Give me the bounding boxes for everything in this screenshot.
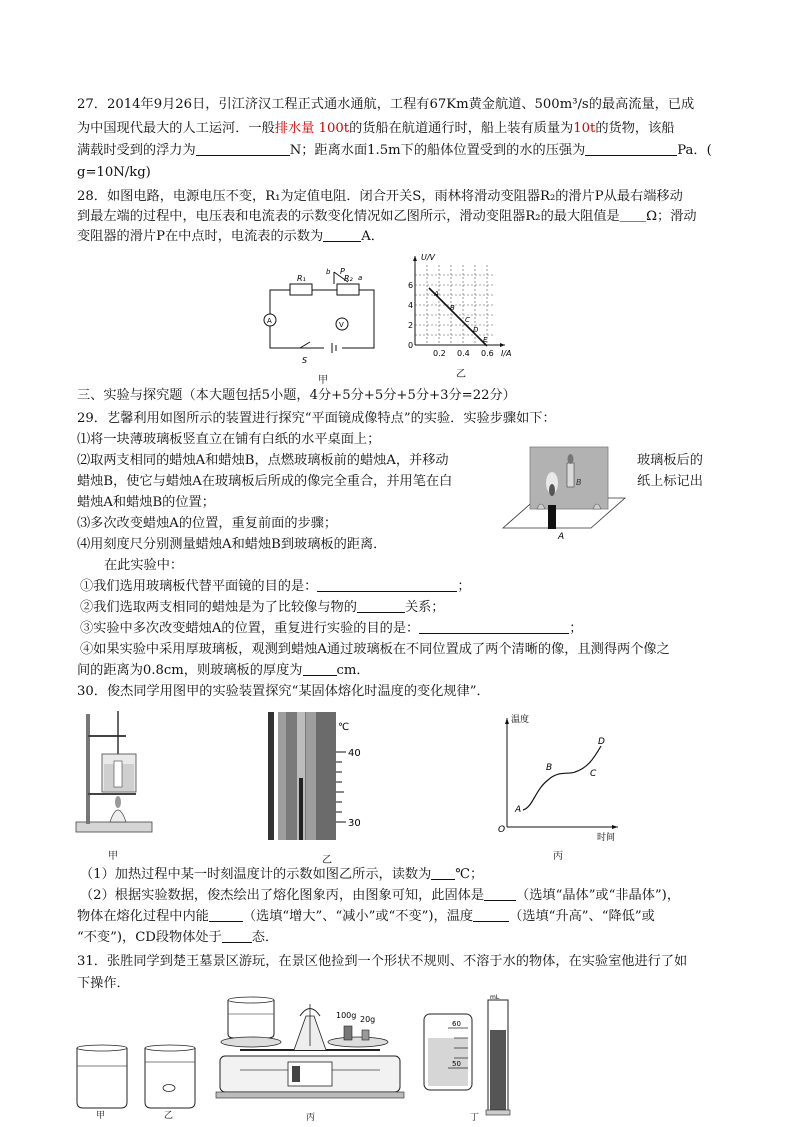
svg-text:A: A [267, 317, 272, 325]
q30-part3: 物体在熔化过程中内能 （选填“增大”、“减小”或“不变”)，温度 （选填“升高”、“降低”或 [77, 909, 655, 924]
q29-step2-right: 玻璃板后的 [637, 453, 703, 468]
svg-text:C: C [465, 316, 470, 324]
svg-text:R₂: R₂ [344, 274, 353, 283]
svg-text:B: B [450, 304, 455, 312]
q27-line3: 满载时受到的浮力为 N；距离水面1.5m下的船体位置受到的水的压强为 Pa．( [77, 143, 712, 158]
q27-line4: g=10N/kg) [77, 165, 151, 180]
svg-text:20g: 20g [360, 1015, 376, 1024]
svg-text:C: C [590, 769, 597, 779]
svg-text:B: B [546, 763, 553, 773]
svg-text:R₁: R₁ [297, 274, 306, 283]
q30-line1: 30．俊杰同学用图甲的实验装置探究“某固体熔化时温度的变化规律”． [77, 684, 490, 699]
svg-text:温度: 温度 [511, 715, 530, 725]
q31-line1: 31．张胜同学到楚王墓景区游玩，在景区他捡到一个形状不规则、不溶于水的物体，在实验室他进行了如 [77, 954, 688, 969]
circuit-diagram [262, 268, 382, 368]
answer-blank-pressure[interactable] [585, 142, 677, 156]
answer-blank-internal-energy[interactable] [209, 908, 243, 922]
answer-blank-thickness[interactable] [303, 662, 337, 676]
q29-step1: ⑴将一块薄玻璃板竖直立在铺有白纸的水平桌面上； [77, 432, 381, 447]
q28-line2: 到最左端的过程中，电压表和电流表的示数变化情况如乙图所示，滑动变阻器R₂的最大阻值是＿＿Ω；滑动 [77, 209, 697, 224]
q30-part4: “不变”)，CD段物体处于 态． [77, 930, 279, 945]
q29-sub1: ①我们选用玻璃板代替平面镜的目的是： ； [80, 579, 471, 594]
q27-line2: 为中国现代最大的人工运河．一般排水量 100t的货船在航道通行时，船上装有质量为10t的货物，该船 [77, 121, 675, 136]
answer-blank-repeat-purpose[interactable] [419, 620, 569, 634]
svg-text:100g: 100g [336, 1011, 357, 1020]
svg-text:S: S [302, 356, 308, 365]
svg-text:2: 2 [408, 321, 414, 330]
svg-text:b: b [326, 268, 331, 276]
ui-graph [405, 250, 535, 375]
q29-step2c: 蜡烛A和蜡烛B的位置； [77, 495, 215, 510]
q29-sub2: ②我们选取两支相同的蜡烛是为了比较像与物的 关系； [80, 600, 445, 615]
svg-text:时间: 时间 [597, 833, 616, 842]
q29-step3: ⑶多次改变蜡烛A的位置，重复前面的步骤； [77, 516, 338, 531]
q29-sub3: ③实验中多次改变蜡烛A的位置，重复进行实验的目的是： ； [80, 621, 583, 636]
svg-text:0: 0 [408, 341, 414, 350]
caption-circuit: 甲 [318, 375, 328, 386]
heating-stand-figure [74, 706, 154, 841]
plane-mirror-figure [497, 443, 629, 543]
svg-text:0.6: 0.6 [481, 349, 494, 358]
svg-text:B: B [576, 478, 582, 487]
q28-line3: 变阻器的滑片P在中点时，电流表的示数为 A． [77, 229, 384, 244]
q29-step2a: ⑵取两支相同的蜡烛A和蜡烛B，点燃玻璃板前的蜡烛A，并移动 [77, 453, 449, 468]
caption-curve: 丙 [553, 851, 563, 862]
caption-graph: 乙 [456, 369, 466, 380]
thermometer-figure [268, 712, 388, 840]
beakers-figure [73, 1040, 203, 1112]
q30-part2: （2）根据实验数据，俊杰绘出了熔化图象丙，由图象可知，此固体是 （选填“晶体”或“非晶体”)， [80, 888, 681, 903]
q30-part1: （1）加热过程中某一时刻温度计的示数如图乙所示，读数为 ℃； [80, 867, 484, 882]
svg-text:I/A: I/A [501, 349, 512, 358]
svg-text:A: A [515, 805, 522, 815]
svg-text:50: 50 [452, 1060, 461, 1068]
svg-text:V: V [339, 321, 344, 329]
melting-curve-figure [493, 712, 623, 842]
caption-beaker-1: 甲 [96, 1111, 106, 1121]
answer-blank-temperature[interactable] [473, 908, 509, 922]
svg-text:0.4: 0.4 [457, 349, 470, 358]
svg-text:4: 4 [408, 301, 414, 310]
q29-in-experiment: 在此实验中： [104, 558, 184, 573]
answer-blank-reading[interactable] [431, 866, 455, 880]
answer-blank-state[interactable] [222, 929, 252, 943]
q29-step2b: 蜡烛B，使它与蜡烛A在玻璃板后所成的像完全重合，并用笔在白 [77, 474, 453, 489]
answer-blank-relation[interactable] [357, 599, 405, 613]
q29-line1: 29．艺馨利用如图所示的装置进行探究“平面镜成像特点”的实验．实验步骤如下： [77, 411, 556, 426]
caption-stand: 甲 [108, 851, 118, 862]
answer-blank-current[interactable] [323, 228, 361, 242]
balance-figure [210, 996, 410, 1118]
svg-text:U/V: U/V [421, 253, 436, 262]
svg-text:A: A [434, 290, 439, 298]
svg-text:E: E [483, 336, 488, 344]
q29-sub4a: ④如果实验中采用厚玻璃板，观测到蜡烛A通过玻璃板在不同位置成了两个清晰的像，且测得两个像之 [80, 642, 670, 657]
svg-text:40: 40 [348, 748, 361, 759]
answer-blank-solid-type[interactable] [484, 887, 516, 901]
q27-line1: 27．2014年9月26日，引江济汉工程正式通水通航，工程有67Km黄金航道、500m³/s的最高流量，已成 [77, 97, 695, 112]
caption-balance: 丙 [306, 1113, 316, 1123]
svg-text:P: P [340, 268, 345, 276]
answer-blank-buoyancy[interactable] [196, 142, 290, 156]
svg-text:O: O [498, 825, 506, 835]
q29-sub4b: 间的距离为0.8cm，则玻璃板的厚度为 cm． [77, 663, 370, 678]
svg-text:30: 30 [348, 818, 361, 829]
svg-text:D: D [598, 737, 605, 747]
svg-text:℃: ℃ [338, 722, 350, 733]
q31-line2: 下操作． [77, 976, 130, 991]
svg-text:mL: mL [490, 994, 500, 1001]
svg-text:60: 60 [452, 1020, 461, 1028]
answer-blank-glass-purpose[interactable] [317, 578, 457, 592]
q28-line1: 28．如图电路，电源电压不变，R₁为定值电阻．闭合开关S，雨林将滑动变阻器R₂的滑片P从最右端移动 [77, 189, 683, 204]
svg-text:a: a [358, 274, 363, 282]
svg-text:A: A [558, 532, 565, 542]
caption-beaker-2: 乙 [164, 1111, 174, 1121]
caption-thermometer: 乙 [322, 855, 332, 866]
caption-cylinder: 丁 [470, 1113, 480, 1123]
svg-text:6: 6 [408, 281, 414, 290]
section-3-heading: 三、实验与探究题（本大题包括5小题，4分+5分+5分+5分+3分=22分） [77, 388, 516, 403]
q29-step2-right2: 纸上标记出 [637, 474, 703, 489]
svg-text:0.2: 0.2 [433, 349, 446, 358]
q29-step4: ⑷用刻度尺分别测量蜡烛A和蜡烛B到玻璃板的距离． [77, 537, 387, 552]
svg-text:D: D [473, 326, 479, 334]
graduated-cylinder-figure [418, 994, 528, 1118]
